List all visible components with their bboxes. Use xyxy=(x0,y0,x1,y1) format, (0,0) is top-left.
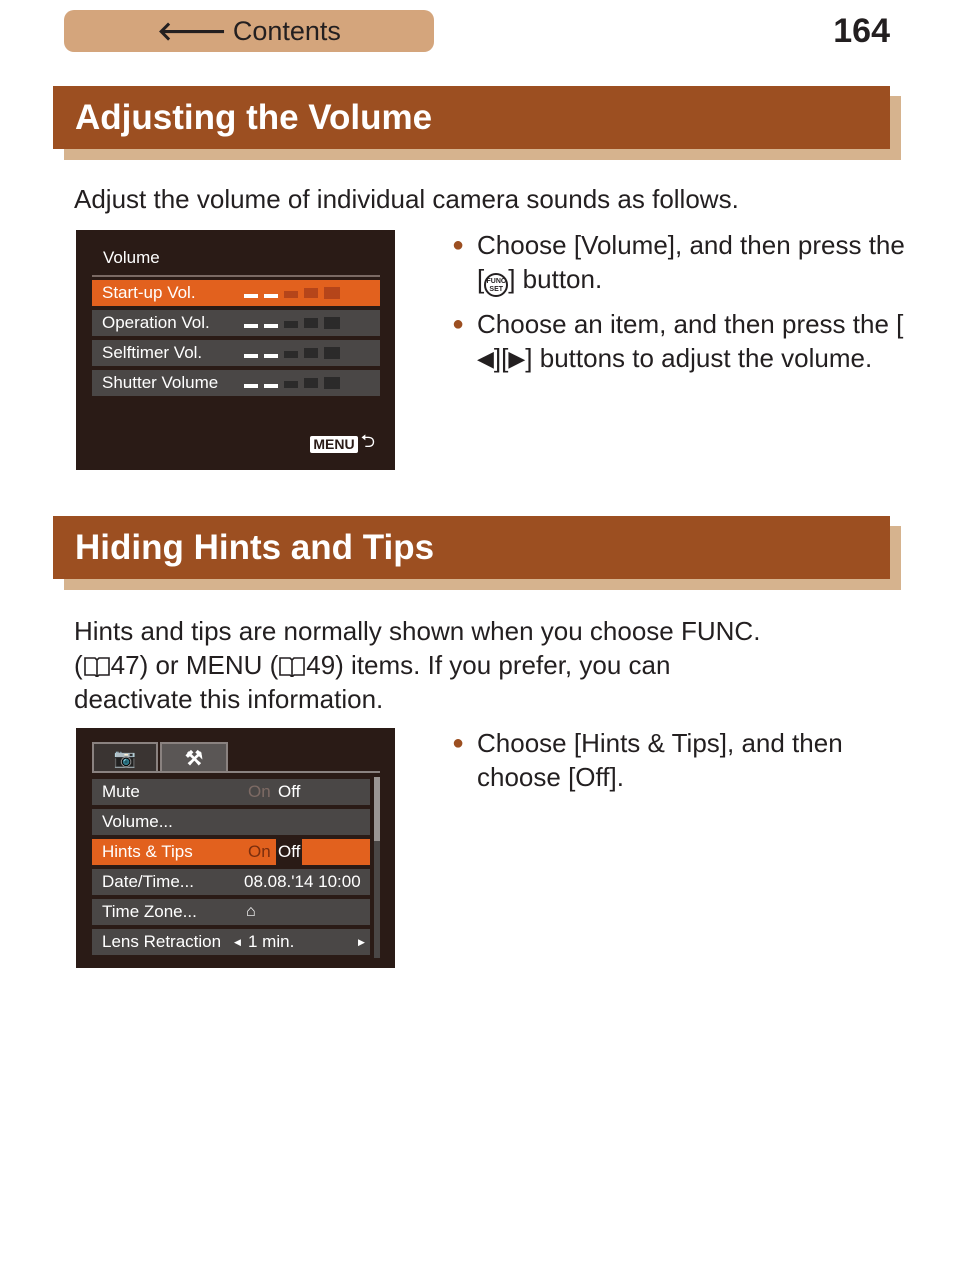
contents-label: Contents xyxy=(232,15,341,46)
left-arrow-icon: ◀ xyxy=(234,937,241,947)
volume-level-bars xyxy=(244,280,346,306)
list-item: Date/Time... 08.08.'14 10:00 xyxy=(92,869,370,895)
right-arrow-icon: ▶ xyxy=(508,346,526,371)
menu-return-badge: MENU ⮌ xyxy=(310,429,375,459)
func-set-button-icon: FUNC SET xyxy=(484,273,508,297)
section-title: Hiding Hints and Tips xyxy=(53,516,890,579)
list-item: Lens Retraction ◀ 1 min. ▶ xyxy=(92,929,370,955)
list-item: Mute On Off xyxy=(92,779,370,805)
section-header-volume xyxy=(53,86,901,160)
list-item: ● Choose [Hints & Tips], and then choose [Off]. xyxy=(452,728,843,792)
section-title: Adjusting the Volume xyxy=(53,86,890,149)
page-number: 164 xyxy=(833,12,890,50)
contents-button[interactable] xyxy=(64,10,434,52)
list-item: ● Choose an item, and then press the [◀][▶] buttons to adjust the volume. xyxy=(452,307,912,376)
volume-level-bars xyxy=(244,370,346,396)
camera-icon: 📷 xyxy=(113,747,137,768)
volume-level-bars xyxy=(244,340,346,366)
list-item: Shutter Volume xyxy=(92,370,380,396)
list-item: Start-up Vol. xyxy=(92,280,380,306)
book-reference-icon xyxy=(278,655,306,677)
screen-title: Volume xyxy=(103,248,160,267)
volume-intro: Adjust the volume of individual camera sounds as follows. xyxy=(74,184,739,214)
right-arrow-icon: ▶ xyxy=(358,937,365,947)
volume-steps xyxy=(452,228,912,386)
wrench-icon: ⚒ xyxy=(185,747,203,770)
volume-level-bars xyxy=(244,310,346,336)
list-item: Volume... xyxy=(92,809,370,835)
scrollbar xyxy=(374,777,380,958)
hints-steps xyxy=(452,726,912,804)
list-item: Time Zone... ⌂ xyxy=(92,899,370,925)
back-arrow-icon: 🡐 xyxy=(157,15,227,46)
setup-menu-screen xyxy=(76,728,395,968)
volume-screen xyxy=(76,230,395,470)
list-item: ● Choose [Volume], and then press the [ FUNC SET ] button. xyxy=(452,228,912,297)
tab-shooting xyxy=(92,742,158,772)
home-icon: ⌂ xyxy=(246,903,256,920)
book-reference-icon xyxy=(83,655,111,677)
return-icon: ⮌ xyxy=(360,431,375,451)
list-item: Hints & Tips On Off xyxy=(92,839,370,865)
tab-setup xyxy=(160,742,228,772)
section-header-hints xyxy=(53,516,901,590)
hints-intro: Hints and tips are normally shown when you choose FUNC. ( 47) or MENU ( 49) items. If you prefer, you can deactivate this information. xyxy=(74,616,761,714)
list-item: Operation Vol. xyxy=(92,310,380,336)
left-arrow-icon: ◀ xyxy=(477,346,494,371)
list-item: Selftimer Vol. xyxy=(92,340,380,366)
